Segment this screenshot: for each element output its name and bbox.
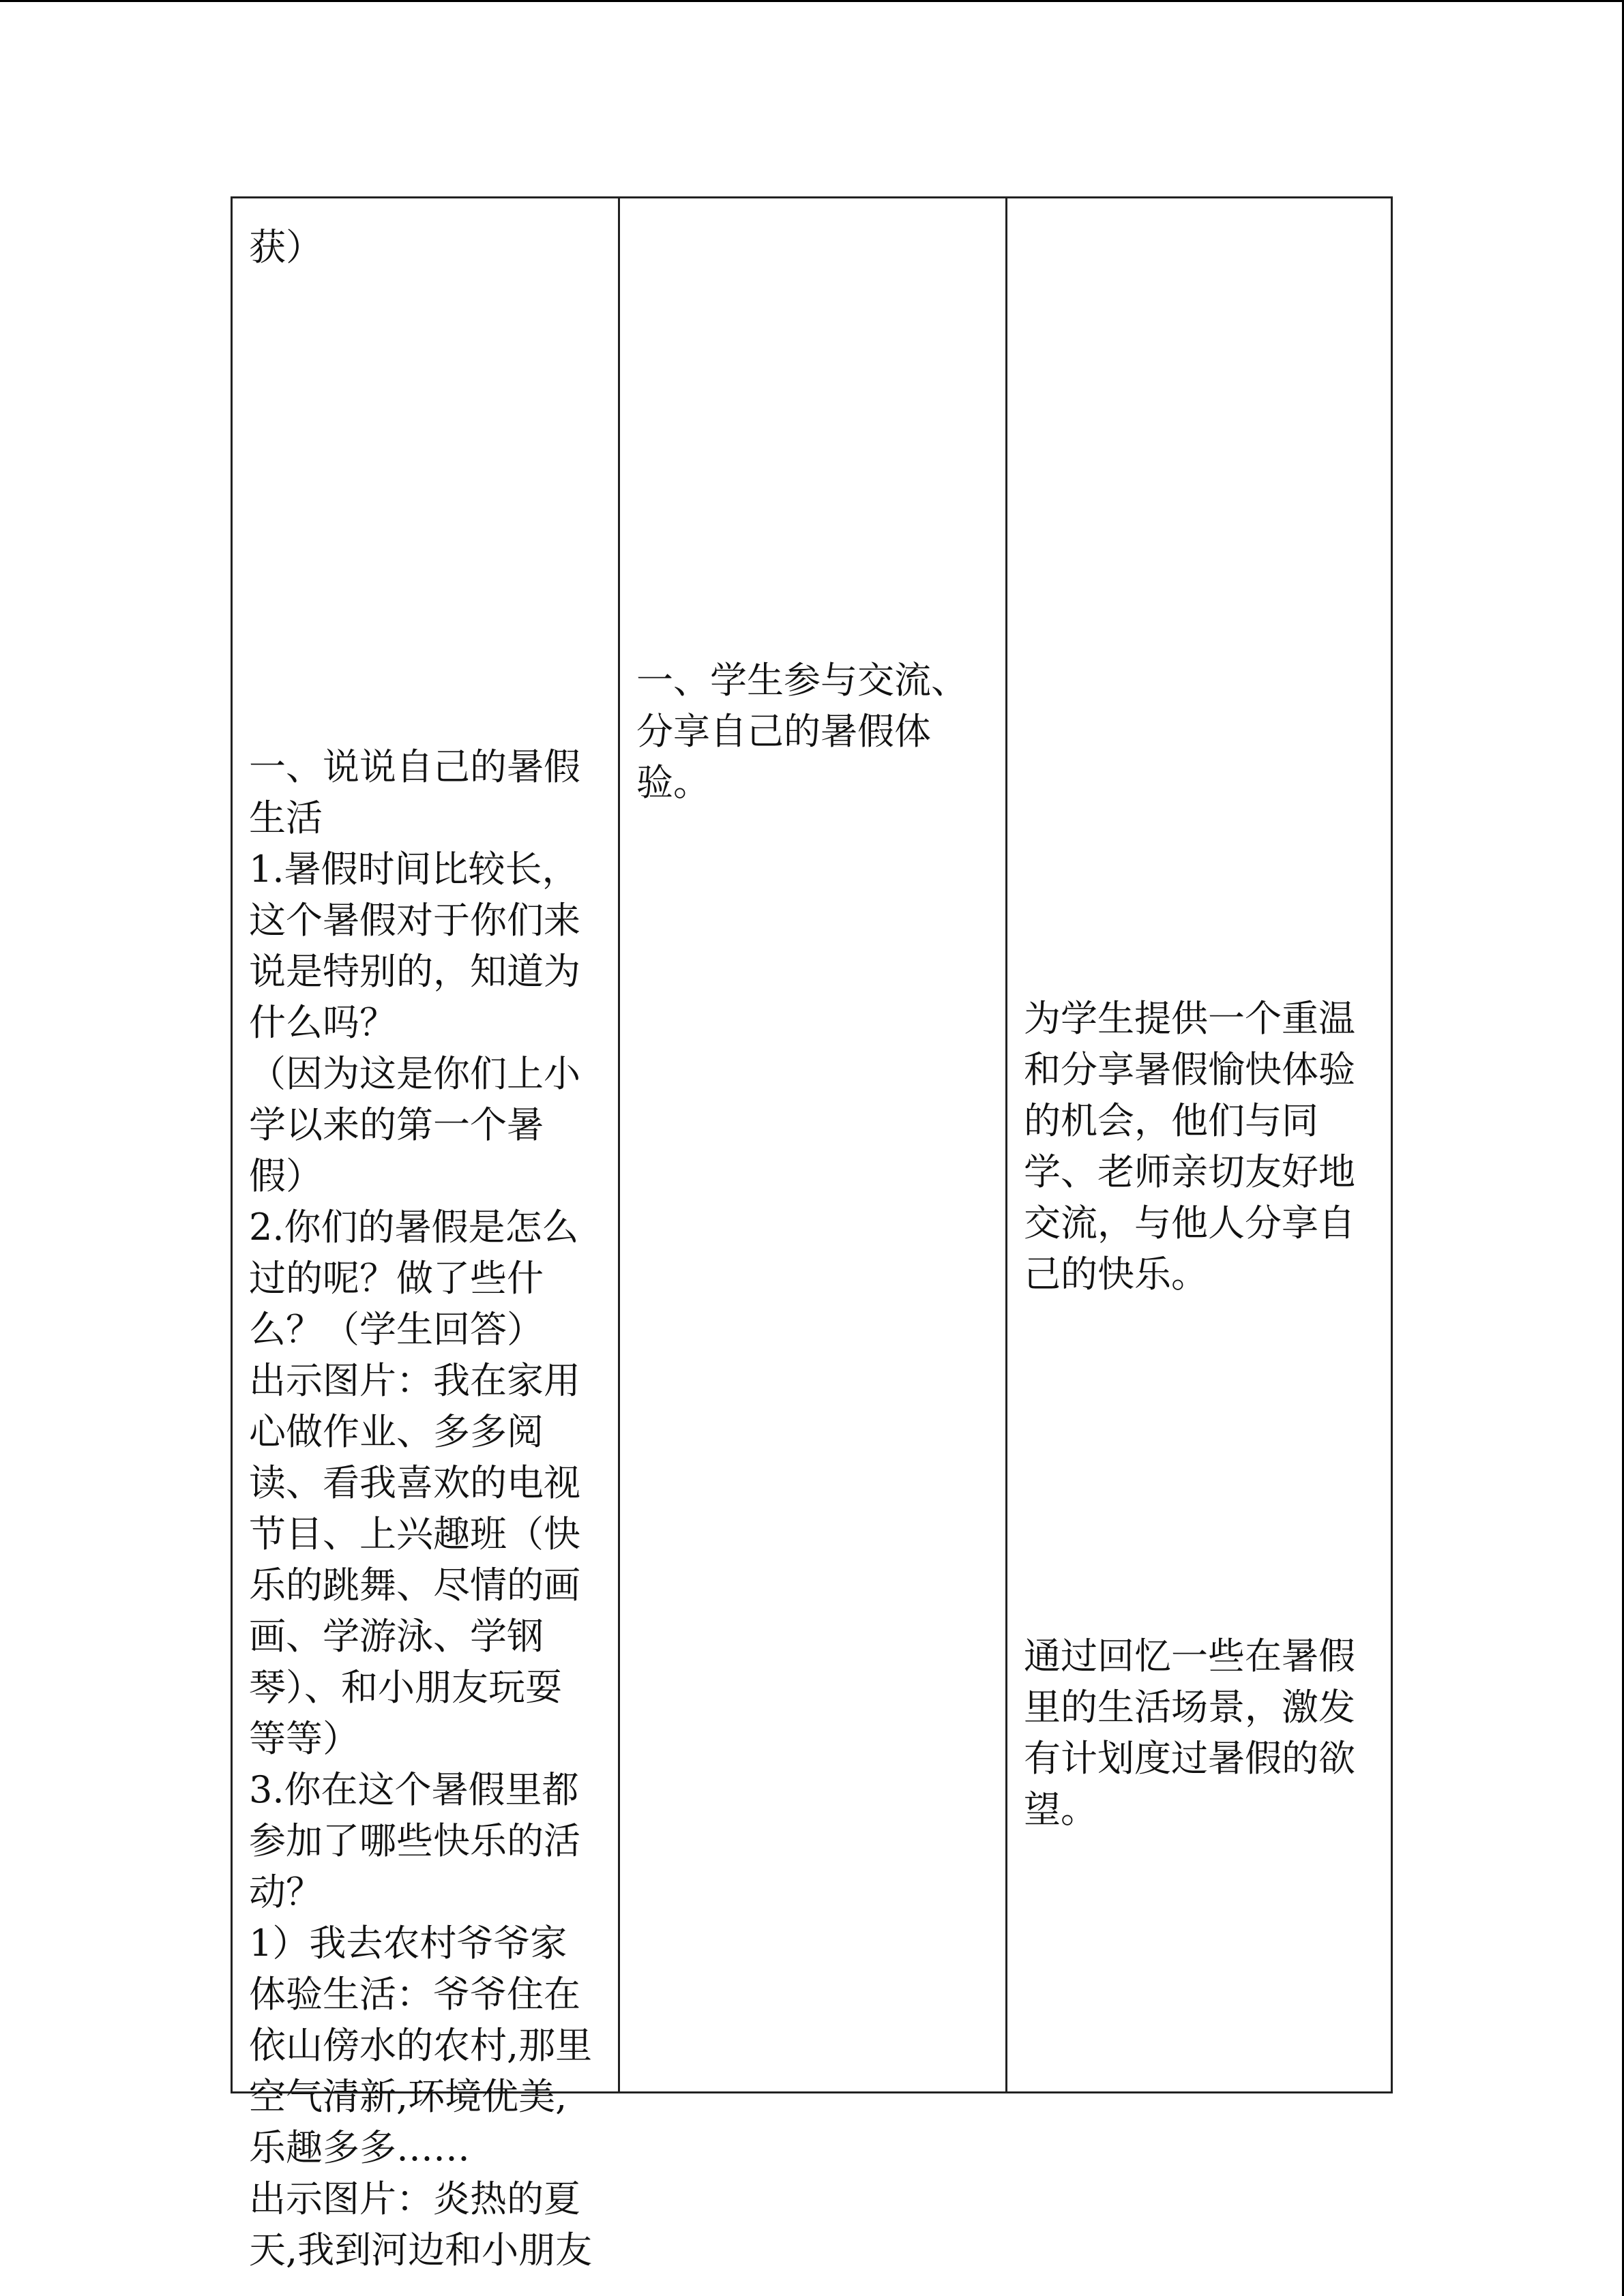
teacher-activity-column (233, 198, 620, 2271)
lesson-plan-table (231, 196, 1393, 2271)
page-top-border (0, 0, 1624, 2)
teacher-activity-text: 一、说说自己的暑假 生活 1.暑假时间比较长， 这个暑假对于你们来 说是特别的，知道为 什么吗？ （因为这是你们上小 学以来的第一个暑 假） 2.你们的暑假是怎么 过的呢？做了些什 么？（学生回答） 出示图片：我在家用 心做作业、多多阅 读、看我喜欢的电视 节目、上兴趣班（快 乐的跳舞、尽情的画 画、学游泳、学钢 琴）、和小朋友玩耍 等等） 3.你在这个暑假里都 参加了哪些快乐的活 动？ 1）我去农村爷爷家 体验生活：爷爷住在 依山傍水的农村,那里 空气清新,环境优美, 乐趣多多…… 出示图片：炎热的夏 天,我到河边和小朋友 (249, 745, 593, 2271)
design-intent-note-2: 通过回忆一些在暑假 里的生活场景，激发 有计划度过暑假的欲 望。 (1024, 1635, 1355, 1831)
design-intent-column (1007, 198, 1391, 2091)
teacher-activity-continuation: 获） (249, 226, 323, 269)
student-activity-text: 一、学生参与交流、 分享自己的暑假体 验。 (636, 659, 968, 804)
design-intent-note-1: 为学生提供一个重温 和分享暑假愉快体验 的机会，他们与同 学、老师亲切友好地 交流，与他人分享自 己的快乐。 (1024, 997, 1355, 1296)
student-activity-column (620, 198, 1007, 2091)
